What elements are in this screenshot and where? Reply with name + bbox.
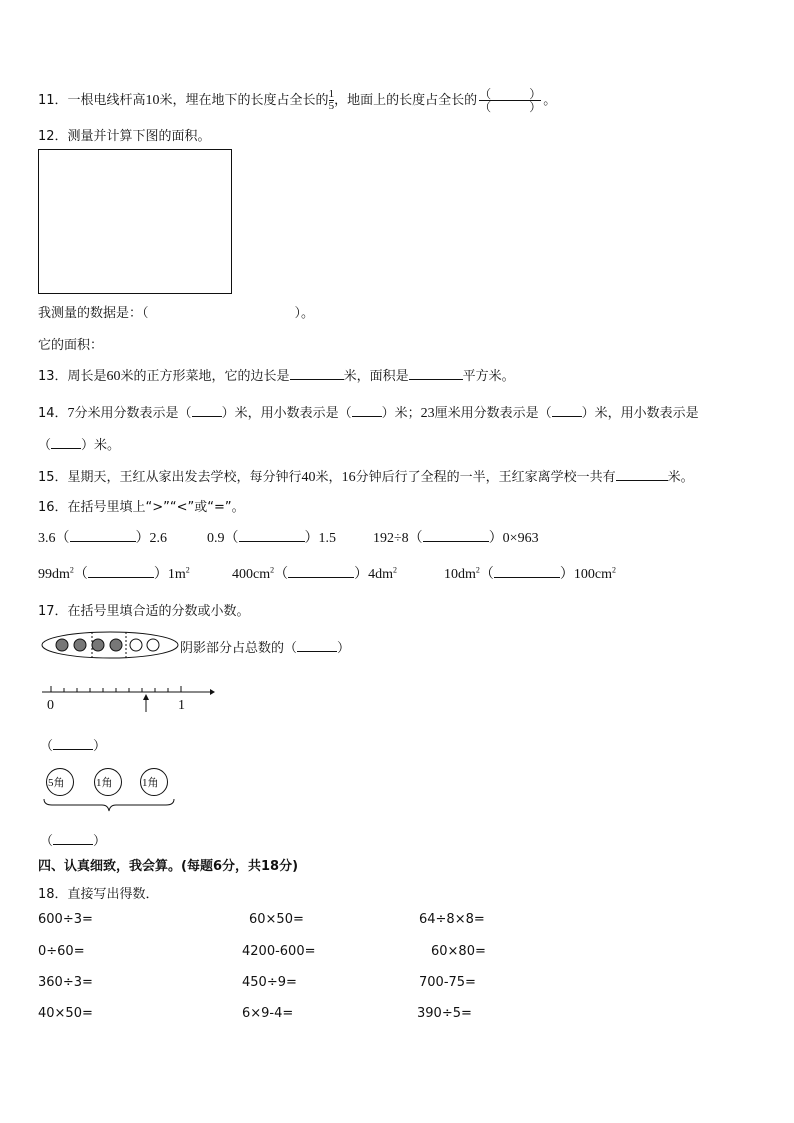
- q12-measure-label: 我测量的数据是：（: [38, 306, 149, 321]
- q16-r2-blank[interactable]: [494, 565, 560, 578]
- q14-text-a: 14．: [38, 406, 68, 421]
- q15-num40: 40: [301, 470, 316, 485]
- q16-row1-item1: [38, 527, 167, 547]
- q11-answer-fraction[interactable]: [479, 88, 541, 113]
- q14-blank-1[interactable]: [192, 404, 222, 417]
- q14-num23: 23: [420, 406, 435, 421]
- q16-r1-right: ）2.6: [135, 531, 167, 546]
- q13-side-blank[interactable]: [290, 367, 344, 380]
- q17-title: 17．在括号里填合适的分数或小数。: [38, 604, 250, 619]
- coin-label: 5角: [48, 777, 65, 789]
- q11-text-c: ，地面上的长度占全长的: [334, 93, 478, 108]
- calc-item: 0÷60=: [38, 944, 85, 959]
- ruler-label-0: 0: [47, 698, 54, 713]
- brace-icon: [42, 797, 176, 813]
- q15-text-a: 15．星期天，王红从家出发去学校，每分钟行: [38, 470, 302, 485]
- q16-r1-left: 192÷8（: [373, 531, 423, 546]
- q11-num: 10: [145, 93, 160, 108]
- q15-text-c: 分钟后行了全程的一半，王红家离学校一共有: [355, 470, 616, 485]
- q16-r2-mid: （: [274, 567, 289, 582]
- paren-close: ）: [93, 834, 107, 849]
- q13-text-c: 米，面积是: [343, 369, 409, 384]
- q16-r2-right: ）100cm: [559, 567, 612, 582]
- paren-close: ）: [93, 739, 107, 754]
- calc-item: 60×80=: [431, 944, 486, 959]
- q16-row2-item1: [38, 563, 190, 583]
- q12-rectangle: [38, 149, 232, 294]
- q13-text-d: 平方米。: [462, 369, 515, 384]
- q17-shade-end: ）: [337, 641, 351, 656]
- q17-shade-line: [180, 637, 350, 656]
- calc-item: 60×50=: [249, 912, 304, 927]
- q14-text-e: 厘米用分数表示是（: [434, 406, 552, 421]
- q11-line: [38, 88, 556, 113]
- calc-item: 700-75=: [419, 975, 476, 990]
- q16-r2-mid: （: [73, 567, 88, 582]
- q14-line2-open: （: [38, 438, 52, 453]
- q17-ruler-answer: [40, 735, 106, 754]
- q14-num7: 7: [67, 406, 75, 421]
- q13-area-blank[interactable]: [409, 367, 463, 380]
- q16-r2-sup: 2: [270, 565, 275, 575]
- q16-title: 16．在括号里填上“>”“<”或“=”。: [38, 500, 245, 515]
- q12-title: 12．测量并计算下图的面积。: [38, 129, 211, 144]
- q11-answer-top: （ ）: [479, 87, 542, 101]
- q15-line: [38, 466, 694, 486]
- q16-r1-right: ）0×963: [488, 531, 539, 546]
- calc-item: 390÷5=: [417, 1006, 472, 1021]
- q13-text-a: 13．周长是: [38, 369, 107, 384]
- q16-r1-blank[interactable]: [423, 529, 489, 542]
- q14-text-b: 分米用分数表示是（: [74, 406, 192, 421]
- q16-r2-left: 10dm: [444, 567, 476, 582]
- q11-frac-num: 1: [328, 88, 335, 100]
- q16-r2-left: 400cm: [232, 567, 271, 582]
- q17-shade-blank[interactable]: [297, 639, 337, 652]
- q11-text-a: 11．一根电线杆高: [38, 93, 146, 108]
- q16-row2-item3: [444, 563, 616, 583]
- q16-r2-mid: （: [479, 567, 494, 582]
- q17-shade-label: 阴影部分占总数的（: [180, 641, 298, 656]
- q12-measure-line: [38, 302, 314, 321]
- ruler-label-1: 1: [178, 698, 185, 713]
- calc-item: 64÷8×8=: [419, 912, 485, 927]
- q13-text-b: 米的正方形菜地，它的边长是: [120, 369, 290, 384]
- q13-line: [38, 365, 515, 385]
- calc-item: 4200-600=: [242, 944, 316, 959]
- q12-measure-end: ）。: [294, 306, 315, 321]
- q16-r2-left: 99dm: [38, 567, 70, 582]
- q11-text-b: 米，埋在地下的长度占全长的: [159, 93, 329, 108]
- q16-row1-item3: [373, 527, 539, 547]
- paren-open: （: [40, 834, 54, 849]
- section4-title: 四、认真细致，我会算。(每题6分，共18分): [38, 859, 299, 874]
- q15-text-d: 米。: [667, 470, 694, 485]
- calc-item: 360÷3=: [38, 975, 93, 990]
- q14-blank-4[interactable]: [51, 436, 81, 449]
- calc-item: 450÷9=: [242, 975, 297, 990]
- q16-r2-right: ）4dm: [354, 567, 393, 582]
- q16-r2-blank[interactable]: [88, 565, 154, 578]
- q14-text-c: ）米，用小数表示是（: [221, 406, 352, 421]
- calc-item: 40×50=: [38, 1006, 93, 1021]
- q16-r1-blank[interactable]: [239, 529, 305, 542]
- q16-r2-sup: 2: [185, 565, 190, 575]
- q14-text-d: ）米；: [381, 406, 421, 421]
- q16-r1-right: ）1.5: [304, 531, 336, 546]
- paren-open: （: [40, 739, 54, 754]
- q18-title: 18．直接写出得数．: [38, 887, 159, 902]
- q11-frac-den: 5: [328, 100, 335, 112]
- q14-blank-2[interactable]: [352, 404, 382, 417]
- q15-text-b: 米，: [315, 470, 342, 485]
- q16-row2-item2: [232, 563, 397, 583]
- q11-end: 。: [543, 93, 557, 108]
- q14-text-f: ）米，用小数表示是: [581, 406, 699, 421]
- q16-r1-left: 0.9（: [207, 531, 239, 546]
- q12-area-label: 它的面积：: [38, 338, 104, 353]
- q16-r2-right: ）1m: [153, 567, 186, 582]
- q14-blank-3[interactable]: [552, 404, 582, 417]
- q17-coin-blank[interactable]: [53, 832, 93, 845]
- q16-r2-sup: 2: [393, 565, 397, 575]
- q14-line2-close: ）米。: [81, 438, 121, 453]
- calc-item: 600÷3=: [38, 912, 93, 927]
- q15-blank[interactable]: [616, 468, 668, 481]
- q17-ruler-blank[interactable]: [53, 737, 93, 750]
- coin-label: 1角: [142, 777, 159, 789]
- q16-r2-blank[interactable]: [288, 565, 354, 578]
- q15-num16: 16: [341, 470, 356, 485]
- q16-row1-item2: [207, 527, 336, 547]
- q14-line1: [38, 402, 699, 422]
- coin-label: 1角: [96, 777, 113, 789]
- q16-r2-sup: 2: [475, 565, 480, 575]
- number-line-figure: [40, 680, 215, 716]
- q16-r2-sup: 2: [612, 565, 616, 575]
- q16-r1-left: 3.6（: [38, 531, 70, 546]
- q14-line2: [38, 434, 120, 453]
- q16-r1-blank[interactable]: [70, 529, 136, 542]
- q11-answer-bottom: （ ）: [479, 100, 542, 114]
- calc-item: 6×9-4=: [242, 1006, 294, 1021]
- q17-coin-answer: [40, 830, 106, 849]
- circles-oval-figure: [40, 630, 180, 660]
- q13-num: 60: [106, 369, 121, 384]
- q16-r2-sup: 2: [69, 565, 74, 575]
